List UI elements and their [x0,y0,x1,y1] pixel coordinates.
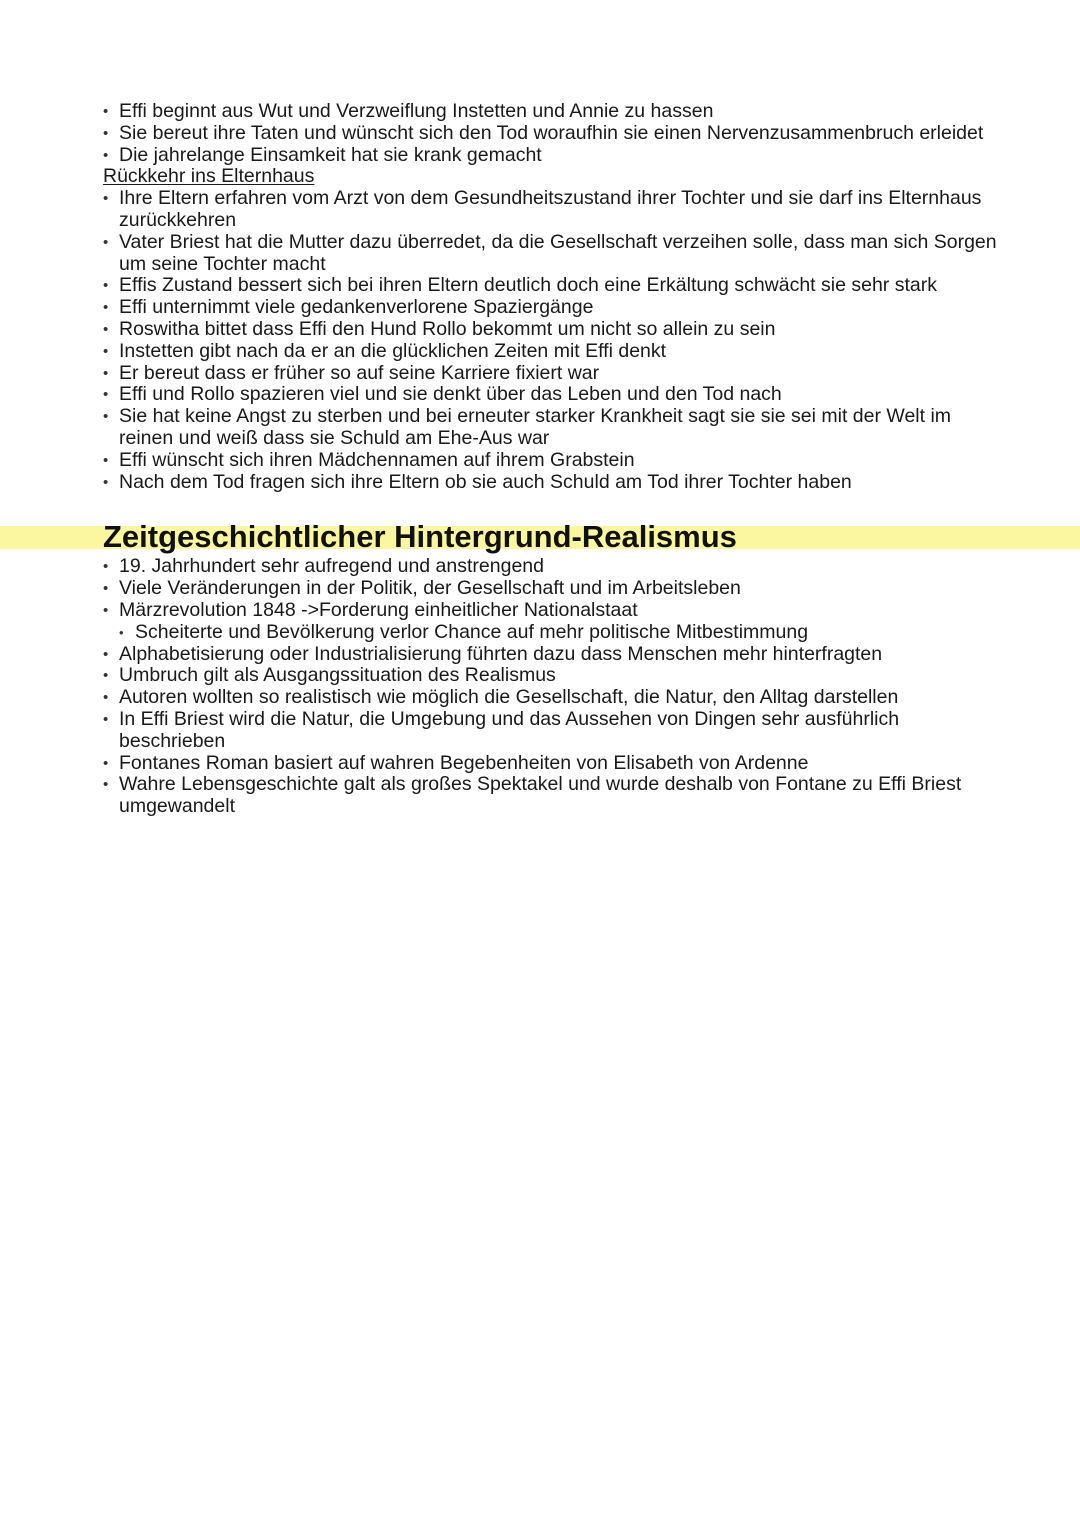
list-item: • Roswitha bittet dass Effi den Hund Rollo bekommt um nicht so allein zu sein [103,319,1003,341]
list-item: • Instetten gibt nach da er an die glücklichen Zeiten mit Effi denkt [103,341,1003,363]
list-item: • Viele Veränderungen in der Politik, der Gesellschaft und im Arbeitsleben [103,578,1003,600]
list-item: • Sie bereut ihre Taten und wünscht sich den Tod woraufhin sie einen Nervenzusammenbruch erleidet [103,123,1003,145]
section2-list [103,556,1003,818]
page-content [103,101,1003,818]
list-item: • Nach dem Tod fragen sich ihre Eltern ob sie auch Schuld am Tod ihrer Tochter haben [103,472,1003,494]
list-item: • Effi unternimmt viele gedankenverlorene Spaziergänge [103,297,1003,319]
list-item: • Autoren wollten so realistisch wie möglich die Gesellschaft, die Natur, den Alltag darstellen [103,687,1003,709]
list-item: • Umbruch gilt als Ausgangssituation des Realismus [103,665,1003,687]
list-item: • Die jahrelange Einsamkeit hat sie krank gemacht [103,145,1003,167]
list-item: • 19. Jahrhundert sehr aufregend und anstrengend [103,556,1003,578]
section1-list-after [103,188,1003,493]
list-item: • Effi und Rollo spazieren viel und sie denkt über das Leben und den Tod nach [103,384,1003,406]
list-item: • Effi wünscht sich ihren Mädchennamen auf ihrem Grabstein [103,450,1003,472]
list-item: • Fontanes Roman basiert auf wahren Begebenheiten von Elisabeth von Ardenne [103,753,1003,775]
list-item: • Effi beginnt aus Wut und Verzweiflung Instetten und Annie zu hassen [103,101,1003,123]
list-item: • Ihre Eltern erfahren vom Arzt von dem Gesundheitszustand ihrer Tochter und sie darf ins Elternhaus zurückkehren [103,188,1003,232]
list-item: • Er bereut dass er früher so auf seine Karriere fixiert war [103,363,1003,385]
list-item: • Effis Zustand bessert sich bei ihren Eltern deutlich doch eine Erkältung schwächt sie sehr stark [103,275,1003,297]
section1-list-before [103,101,1003,166]
list-item: • In Effi Briest wird die Natur, die Umgebung und das Aussehen von Dingen sehr ausführlich beschrieben [103,709,1003,753]
list-item-nested: • Scheiterte und Bevölkerung verlor Chance auf mehr politische Mitbestimmung [103,622,1003,644]
list-item: • Märzrevolution 1848 ->Forderung einheitlicher Nationalstaat [103,600,1003,622]
list-item: • Vater Briest hat die Mutter dazu überredet, da die Gesellschaft verzeihen solle, dass man sich Sorgen um seine Tochter macht [103,232,1003,276]
list-item: • Wahre Lebensgeschichte galt als großes Spektakel und wurde deshalb von Fontane zu Effi Briest umgewandelt [103,774,1003,818]
list-item: • Sie hat keine Angst zu sterben und bei erneuter starker Krankheit sagt sie sie sei mit der Welt im reinen und weiß dass sie Schuld am Ehe-Aus war [103,406,1003,450]
section-title: Zeitgeschichtlicher Hintergrund-Realismus [103,519,737,555]
subheading-rueckkehr: Rückkehr ins Elternhaus [103,165,315,188]
list-item: • Alphabetisierung oder Industrialisierung führten dazu dass Menschen mehr hinterfragten [103,644,1003,666]
